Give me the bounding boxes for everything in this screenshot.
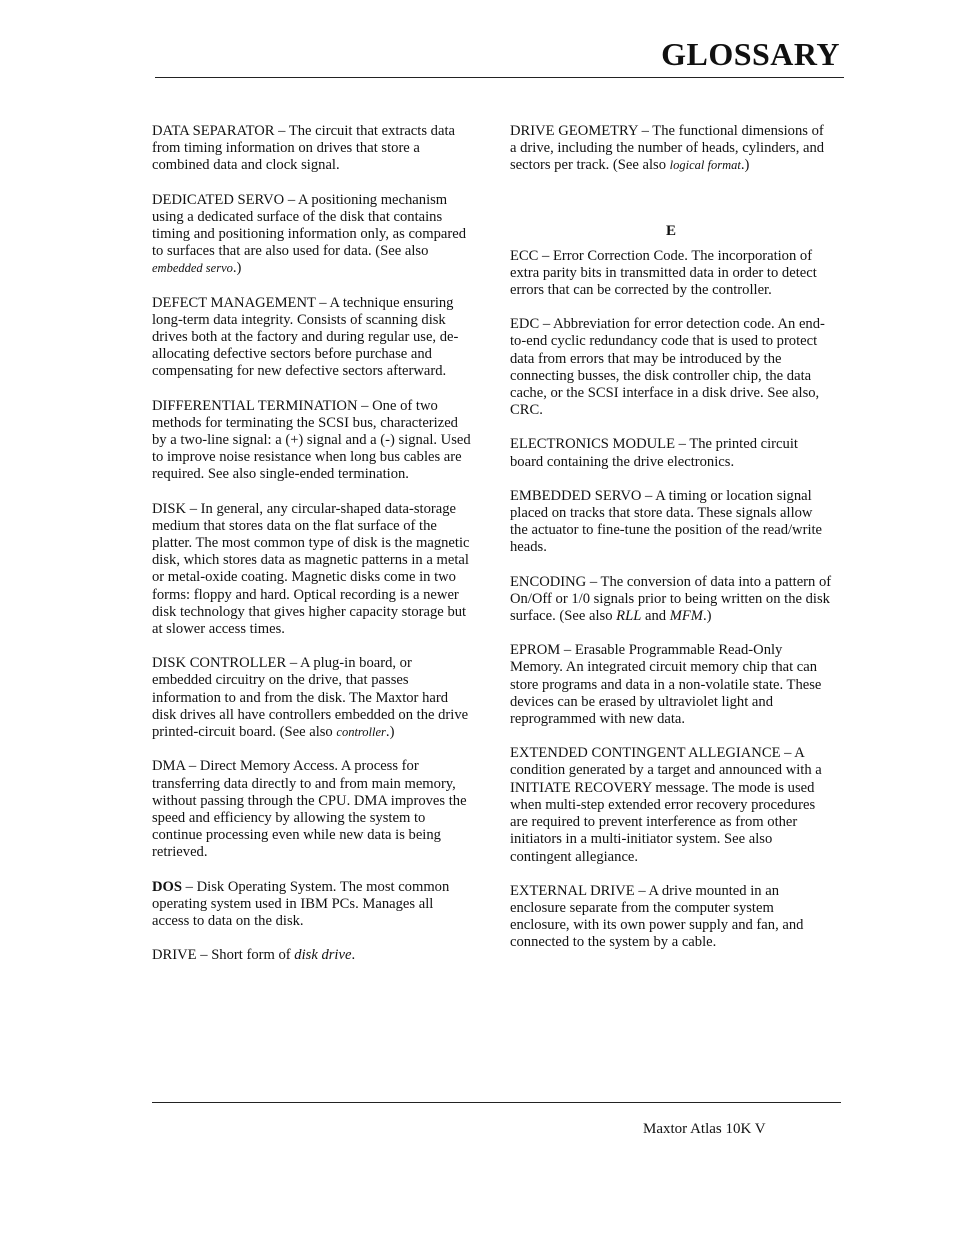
glossary-definition: – A drive mounted in an enclosure separate from the computer system enclosure, with its own power supply and fan, and connected to the system by a cable. — [510, 882, 804, 951]
glossary-definition: – A technique ensuring long-term data integrity. Consists of scanning disk drives both at the factory and during regular use, de-allocating defective sectors before purchase and compensating for new defective sectors afterward. — [152, 294, 459, 380]
header-rule — [155, 77, 844, 78]
glossary-term: DOS — [152, 878, 183, 895]
glossary-entry-drive-geometry — [510, 123, 832, 175]
glossary-definition: – Short form of — [196, 947, 295, 964]
glossary-definition: – Erasable Programmable Read-Only Memory. An integrated circuit memory chip that can store programs and data in a non-volatile state. These devices can be erased by ultraviolet light and reprogrammed with new data. — [510, 642, 822, 728]
glossary-entry-defect-management — [152, 295, 474, 381]
glossary-term: DIFFERENTIAL TERMINATION — [152, 397, 358, 414]
glossary-entry-data-separator — [152, 123, 474, 175]
glossary-definition: – A condition generated by a target and announced with a INITIATE RECOVERY message. The mode is used when multi-step extended error recovery procedures are required to prevent interference as from other initiators in a multi-initiator system. See also contingent allegiance. — [510, 745, 822, 865]
glossary-definition-end: .) — [385, 724, 395, 741]
glossary-definition-join: and — [641, 608, 670, 625]
glossary-definition: – The functional dimensions of a drive, including the number of heads, cylinders, and sectors per track. (See also — [510, 123, 825, 174]
glossary-cross-reference: MFM — [669, 608, 703, 625]
glossary-definition: – Disk Operating System. The most common operating system used in IBM PCs. Manages all access to data on the disk. — [152, 878, 450, 929]
glossary-definition: – In general, any circular-shaped data-storage medium that stores data on the flat surface of the platter. The most common type of disk is the magnetic disk, which stores data as magnetic patterns in a metal or metal-oxide coating. Magnetic disks come in two forms: floppy and hard. Optical recording is a newer disk technology that gives higher capacity storage but at slower access times. — [152, 500, 470, 638]
glossary-definition-end: .) — [232, 260, 242, 277]
glossary-definition-end: . — [351, 947, 356, 964]
glossary-definition: – A positioning mechanism using a dedicated surface of the disk that contains timing and positioning information only, as compared to surfaces that are also used for data. (See also — [152, 191, 466, 260]
glossary-cross-reference: RLL — [616, 608, 642, 625]
section-letter-heading: E — [665, 222, 676, 239]
glossary-right-column — [510, 123, 832, 969]
glossary-definition: – Direct Memory Access. A process for transferring data directly to and from main memory, without passing through the CPU. DMA improves the speed and efficiency by allowing the system to continue processing even while new data is being retrieved. — [152, 758, 467, 861]
footer-product-name: Maxtor Atlas 10K V — [643, 1121, 766, 1137]
glossary-definition: – The conversion of data into a pattern of On/Off or 1/0 signals prior to being written on the disk surface. (See also — [510, 573, 832, 625]
glossary-definition: – A plug-in board, or embedded circuitry on the drive, that passes information to and from the disk. The Maxtor hard disk drives all have controllers embedded on the drive printed-circuit board. (See also — [152, 655, 469, 741]
glossary-term: EXTENDED CONTINGENT ALLEGIANCE — [510, 745, 781, 762]
glossary-term: EXTERNAL DRIVE — [510, 882, 635, 899]
glossary-definition: – Error Correction Code. The incorporation of extra parity bits in transmitted data in order to detect errors that can be corrected by the controller. — [510, 247, 817, 299]
glossary-definition: – The circuit that extracts data from timing information on drives that store a combined data and clock signal. — [152, 123, 455, 174]
glossary-entry-dma — [152, 758, 474, 861]
glossary-term: ELECTRONICS MODULE — [510, 436, 675, 453]
glossary-entry-edc — [510, 316, 832, 419]
glossary-term: DRIVE GEOMETRY — [510, 123, 638, 139]
glossary-cross-reference: controller — [336, 725, 386, 740]
glossary-entry-dos — [152, 879, 474, 931]
glossary-entry-differential-termination — [152, 398, 474, 484]
glossary-term: EPROM — [510, 642, 561, 659]
glossary-entry-embedded-servo — [510, 488, 832, 557]
glossary-entry-extended-contingent-allegiance — [510, 745, 832, 865]
glossary-term: DISK — [152, 500, 187, 517]
glossary-definition: – The printed circuit board containing the drive electronics. — [510, 436, 798, 470]
glossary-term: DRIVE — [152, 947, 197, 964]
glossary-term: DISK CONTROLLER — [152, 655, 287, 672]
glossary-entry-disk-controller — [152, 655, 474, 741]
glossary-definition-end: .) — [702, 608, 712, 625]
glossary-entry-dedicated-servo — [152, 192, 474, 278]
glossary-entry-eprom — [510, 642, 832, 728]
glossary-cross-reference: logical format — [669, 158, 741, 173]
glossary-definition: – Abbreviation for error detection code. An end-to-end cyclic redundancy code that is used to protect data from errors that may be introduced by the connecting busses, the disk controller chip, the data cache, or the SCSI interface in a disk drive. See also, CRC. — [510, 316, 825, 419]
glossary-entry-encoding — [510, 574, 832, 626]
glossary-term: DEDICATED SERVO — [152, 191, 285, 208]
glossary-term: ECC — [510, 247, 539, 264]
glossary-entry-electronics-module — [510, 436, 832, 470]
glossary-entry-external-drive — [510, 883, 832, 952]
glossary-cross-reference: embedded servo — [152, 261, 233, 276]
glossary-definition: – A timing or location signal placed on tracks that store data. These signals allow the actuator to fine-tune the position of the read/write heads. — [510, 487, 823, 556]
glossary-term: ENCODING — [510, 573, 587, 590]
page-header-title: GLOSSARY — [661, 36, 840, 72]
glossary-term: DMA — [152, 758, 186, 775]
glossary-entry-drive — [152, 947, 474, 964]
glossary-entry-disk — [152, 501, 474, 639]
glossary-definition: – One of two methods for terminating the SCSI bus, characterized by a two-line signal: a (+) signal and a (-) signal. Used to improve noise resistance when long bus cables are required. See also single-ended termination. — [152, 397, 471, 483]
glossary-term: DEFECT MANAGEMENT — [152, 294, 316, 311]
glossary-left-column — [152, 123, 474, 981]
glossary-definition-end: .) — [740, 157, 750, 174]
footer-rule — [152, 1102, 841, 1103]
glossary-term: EDC — [510, 316, 540, 333]
glossary-term: DATA SEPARATOR — [152, 123, 275, 139]
glossary-term: EMBEDDED SERVO — [510, 487, 642, 504]
glossary-cross-reference: disk drive — [294, 947, 352, 964]
glossary-entry-ecc — [510, 248, 832, 300]
